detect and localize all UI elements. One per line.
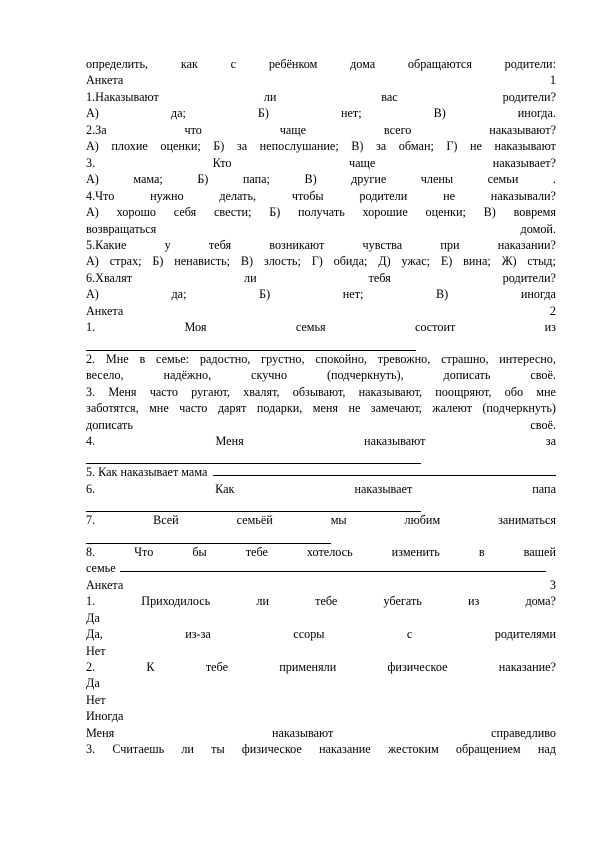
word: ты	[211, 742, 225, 757]
word: тебе	[315, 594, 338, 609]
text-line	[86, 464, 556, 480]
word: 2.	[86, 351, 96, 366]
word: Да	[86, 610, 100, 625]
word: Е)	[440, 254, 453, 269]
word: наказывают?	[489, 122, 556, 137]
word: дописать	[86, 417, 133, 432]
word: Всей	[153, 513, 179, 528]
word: плохие	[111, 139, 148, 154]
word: грустно,	[261, 351, 305, 366]
word: себя	[173, 205, 197, 220]
word: Иногда	[86, 709, 124, 724]
word: ли	[256, 594, 269, 609]
text-line	[86, 122, 556, 138]
word: жестоким	[387, 742, 439, 757]
text-line	[86, 367, 556, 383]
word: вас	[381, 89, 398, 104]
word: семьи	[487, 172, 519, 187]
word: страшно,	[441, 351, 489, 366]
text-line	[86, 643, 556, 659]
word: Ж)	[501, 254, 517, 269]
word: своё.	[530, 417, 556, 432]
text-line	[86, 675, 556, 691]
word: да;	[171, 287, 187, 302]
word: любим	[404, 513, 441, 528]
word: обзывают,	[292, 384, 346, 399]
word: Как	[215, 481, 235, 496]
word: тебе	[245, 544, 268, 559]
word: обращением	[455, 742, 521, 757]
text-line	[86, 512, 556, 528]
word: 3.	[86, 742, 96, 757]
word: В)	[436, 287, 449, 302]
word: физическое	[241, 742, 302, 757]
word: применяли	[279, 659, 337, 674]
word: с	[406, 627, 413, 642]
word: 3	[549, 577, 556, 592]
word: 1.	[86, 594, 96, 609]
word: заниматься	[498, 513, 556, 528]
word: дома?	[525, 594, 556, 609]
word: Б)	[269, 205, 281, 220]
word: Приходилось	[141, 594, 211, 609]
word: родители?	[502, 89, 556, 104]
word: наказывают	[494, 139, 556, 154]
word: не	[443, 188, 455, 203]
word: К	[146, 659, 155, 674]
word: В)	[433, 106, 446, 121]
word: Меня	[215, 433, 244, 448]
text-line	[86, 56, 556, 72]
word: ребёнком	[268, 57, 318, 71]
word: чаще	[279, 122, 307, 137]
text-line	[86, 708, 556, 724]
word: при	[440, 237, 460, 252]
word: хотелось	[306, 544, 353, 559]
word: Б)	[197, 172, 209, 187]
word: интересно,	[499, 351, 556, 366]
word: жалеют	[432, 401, 472, 416]
text-line	[86, 319, 556, 335]
word: Б)	[213, 139, 225, 154]
word: из-за	[185, 627, 211, 642]
answer-blank[interactable]	[120, 560, 546, 572]
word: Б)	[259, 287, 271, 302]
word: хорошо	[116, 205, 157, 220]
text-line	[86, 725, 556, 741]
word: Нет	[86, 643, 106, 658]
word: весело,	[86, 368, 124, 383]
text-line	[86, 303, 556, 319]
word: в	[478, 544, 485, 559]
word: Да	[86, 676, 100, 691]
word: Г)	[311, 254, 323, 269]
word: чувства	[362, 237, 403, 252]
answer-blank[interactable]	[86, 529, 331, 544]
word: наказывают,	[358, 384, 423, 399]
text-line	[86, 105, 556, 121]
word: изменить	[391, 544, 440, 559]
word: дома	[350, 57, 376, 71]
word: делать,	[219, 188, 257, 203]
word: хвалят,	[243, 384, 280, 399]
word: наказание	[318, 742, 371, 757]
text-line	[86, 417, 556, 433]
word: возвращаться	[86, 221, 157, 236]
text-line	[86, 351, 556, 367]
word: родители	[359, 188, 408, 203]
word: другие	[351, 172, 387, 187]
word: страх;	[109, 254, 142, 269]
word: заботятся,	[86, 401, 139, 416]
word: определить,	[86, 57, 149, 71]
word: наказание?	[498, 659, 556, 674]
word: ли	[263, 89, 277, 104]
word: ужас;	[401, 254, 430, 269]
word: у	[164, 237, 171, 252]
text-line	[86, 253, 556, 269]
text-line	[86, 626, 556, 642]
word: Считаешь	[112, 742, 165, 757]
word: (подчеркнуть)	[482, 401, 556, 416]
word: 7.	[86, 513, 96, 528]
word: 1.Наказывают	[86, 89, 159, 104]
text-line	[86, 481, 556, 497]
word: обо	[504, 384, 524, 399]
word: непослушание;	[259, 139, 339, 154]
word: наказывали?	[490, 188, 556, 203]
word: ненависть;	[174, 254, 231, 269]
word: Что	[134, 544, 154, 559]
word: часто	[179, 401, 208, 416]
word: за	[236, 139, 248, 154]
text-line	[86, 171, 556, 187]
answer-blank[interactable]	[86, 497, 421, 512]
word: А)	[86, 287, 99, 302]
word: 1	[549, 73, 556, 88]
answer-blank[interactable]	[86, 336, 416, 351]
word: 5.	[86, 465, 96, 480]
word: Меня	[86, 725, 115, 740]
text-line	[86, 741, 556, 757]
word: семье	[86, 561, 116, 576]
word: 2.За	[86, 122, 107, 137]
word: 6.Хвалят	[86, 270, 133, 285]
word: вина;	[463, 254, 491, 269]
word: семья	[295, 320, 326, 335]
word: Нет	[86, 692, 106, 707]
word: чтобы	[291, 188, 324, 203]
word: да;	[170, 106, 186, 121]
word: мне	[149, 401, 169, 416]
word: состоит	[415, 320, 456, 335]
word: ли	[181, 742, 194, 757]
word: вовремя	[513, 205, 556, 220]
text-line	[86, 692, 556, 708]
word: мама;	[133, 172, 163, 187]
word: Меня	[108, 384, 137, 399]
word: спокойно,	[315, 351, 367, 366]
word: не	[348, 401, 361, 416]
text-line	[86, 659, 556, 675]
word: наказывают	[271, 725, 334, 740]
word: как	[180, 57, 198, 71]
word: 4.Что	[86, 188, 115, 203]
text-line	[86, 138, 556, 154]
word: родителями	[494, 627, 556, 642]
word: получать	[298, 205, 345, 220]
word: мама	[181, 465, 208, 480]
word: обращаются	[407, 57, 472, 71]
text-line	[86, 577, 556, 593]
word: В)	[240, 254, 254, 269]
text-line	[86, 72, 556, 88]
word: не	[470, 139, 482, 154]
word: папа	[532, 481, 556, 496]
word: А)	[86, 205, 99, 220]
word: 5.Какие	[86, 237, 127, 252]
word: оценки;	[425, 205, 466, 220]
word: члены	[420, 172, 454, 187]
word: Анкета	[86, 577, 124, 592]
word: папа;	[242, 172, 270, 187]
word: вашей	[523, 544, 556, 559]
word: семьёй	[236, 513, 273, 528]
word: за	[375, 139, 387, 154]
word: Как	[98, 465, 118, 480]
word: Моя	[184, 320, 207, 335]
text-line	[86, 286, 556, 302]
word: .	[552, 172, 556, 187]
text-line	[86, 188, 556, 204]
text-line	[86, 89, 556, 105]
word: чаще	[348, 155, 376, 170]
word: меня	[312, 401, 339, 416]
word: надёжно,	[163, 368, 212, 383]
text-line	[86, 204, 556, 220]
word: своё.	[530, 368, 556, 383]
word: А)	[86, 139, 99, 154]
word: наказывает	[354, 481, 413, 496]
word: мне	[536, 384, 556, 399]
word: Б)	[257, 106, 269, 121]
word: замечают,	[370, 401, 422, 416]
word: поощряют,	[435, 384, 492, 399]
word: наказывает?	[492, 155, 556, 170]
word: А)	[86, 254, 99, 269]
word: тревожно,	[377, 351, 431, 366]
text-line	[86, 400, 556, 416]
word: за	[545, 433, 556, 448]
word: с	[230, 57, 237, 71]
text-line	[86, 544, 556, 560]
word: обида;	[333, 254, 368, 269]
word: 6.	[86, 481, 96, 496]
word: 2	[549, 303, 556, 318]
word: иногда	[520, 287, 556, 302]
word: семье:	[156, 351, 190, 366]
word: тебя	[208, 237, 232, 252]
text-line	[86, 610, 556, 626]
word: всего	[383, 122, 412, 137]
word: 1.	[86, 320, 96, 335]
text-line	[86, 270, 556, 286]
word: подарки,	[256, 401, 303, 416]
word: (подчеркнуть),	[326, 368, 404, 383]
word: 3.	[86, 155, 96, 170]
text-line	[86, 237, 556, 253]
word: ругают,	[191, 384, 230, 399]
word: дарят	[217, 401, 247, 416]
word: из	[544, 320, 556, 335]
word: Б)	[152, 254, 164, 269]
document-page	[86, 56, 556, 758]
word: ли	[243, 270, 257, 285]
word: скучно	[251, 368, 288, 383]
word: А)	[86, 106, 99, 121]
word: физическое	[387, 659, 448, 674]
word: нужно	[150, 188, 184, 203]
word: 8.	[86, 544, 96, 559]
word: бы	[192, 544, 207, 559]
word: часто	[149, 384, 178, 399]
word: В)	[304, 172, 317, 187]
word: Анкета	[86, 303, 124, 318]
word: иногда.	[517, 106, 556, 121]
text-line	[86, 155, 556, 171]
word: А)	[86, 172, 99, 187]
word: стыд;	[527, 254, 556, 269]
word: из	[467, 594, 480, 609]
word: родители?	[502, 270, 556, 285]
text-line	[86, 560, 556, 576]
word: хорошие	[362, 205, 408, 220]
word: тебе	[205, 659, 228, 674]
word: наказании?	[497, 237, 556, 252]
word: Г)	[446, 139, 458, 154]
word: мы	[330, 513, 347, 528]
word: Да,	[86, 627, 103, 642]
word: Д)	[378, 254, 391, 269]
word: наказывают	[364, 433, 426, 448]
word: Кто	[212, 155, 232, 170]
word: убегать	[383, 594, 422, 609]
text-line	[86, 384, 556, 400]
word: 3.	[86, 384, 96, 399]
word: В)	[483, 205, 496, 220]
text-line	[86, 221, 556, 237]
word: обман;	[398, 139, 434, 154]
word: родители:	[504, 57, 556, 71]
word: В)	[351, 139, 364, 154]
word: тебя	[368, 270, 391, 285]
word: оценки;	[160, 139, 201, 154]
word: нет;	[342, 287, 364, 302]
word: свести;	[214, 205, 252, 220]
word: нет;	[340, 106, 362, 121]
word: 4.	[86, 433, 96, 448]
word: радостно,	[199, 351, 251, 366]
word: наказывает	[120, 465, 179, 480]
text-line	[86, 593, 556, 609]
answer-blank[interactable]	[213, 464, 556, 476]
word: возникают	[269, 237, 325, 252]
word: справедливо	[491, 725, 556, 740]
word: дописать	[443, 368, 491, 383]
word: 2.	[86, 659, 96, 674]
word: над	[537, 742, 556, 757]
answer-blank[interactable]	[86, 449, 421, 464]
word: что	[184, 122, 202, 137]
text-line	[86, 433, 556, 449]
word: домой.	[520, 221, 556, 236]
word: в	[139, 351, 146, 366]
word: Анкета	[86, 73, 124, 88]
word: злость;	[263, 254, 301, 269]
word: Мне	[105, 351, 129, 366]
word: ссоры	[293, 627, 325, 642]
